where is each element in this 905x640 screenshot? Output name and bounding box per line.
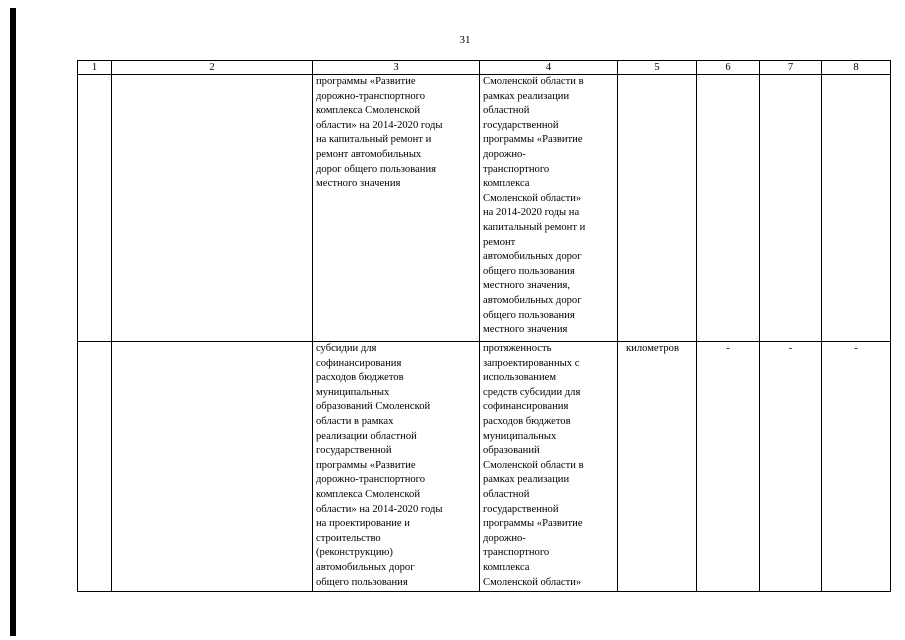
cell-col-1 (78, 342, 112, 592)
header-col-2: 2 (112, 61, 313, 75)
header-col-3: 3 (313, 61, 480, 75)
cell-col-6 (697, 75, 760, 342)
header-col-4: 4 (480, 61, 618, 75)
table-row (78, 342, 891, 592)
cell-unit: километров (618, 342, 697, 592)
cell-indicator-description: Смоленской области в рамках реализации областной государственной программы «Развитие дорожно- транспортного комплекса Смоленской области» на 2014-2020 годы на капитальный ремонт и ремонт автомобильных дорог общего пользования местного значения, автомобильных дорог общего пользования местного значения (480, 75, 618, 342)
cell-col-1 (78, 75, 112, 342)
table-row (78, 75, 891, 342)
header-col-7: 7 (760, 61, 822, 75)
page-number: 31 (459, 34, 471, 46)
header-col-1: 1 (78, 61, 112, 75)
cell-expense-description: субсидии для софинансирования расходов бюджетов муниципальных образований Смоленской области в рамках реализации областной государственной программы «Развитие дорожно-транспортного комплекса Смоленской области» на 2014-2020 годы на проектирование и строительство (реконструкцию) автомобильных дорог общего пользования (313, 342, 480, 592)
header-col-5: 5 (618, 61, 697, 75)
cell-col-2 (112, 75, 313, 342)
data-table (77, 60, 891, 592)
scan-edge-bar (10, 8, 16, 636)
cell-col-7: - (760, 342, 822, 592)
cell-col-6: - (697, 342, 760, 592)
header-col-8: 8 (822, 61, 891, 75)
cell-indicator-description: протяженность запроектированных с использованием средств субсидии для софинансирования расходов бюджетов муниципальных образований Смоленской области в рамках реализации областной государственной программы «Развитие дорожно- транспортного комплекса Смоленской области» (480, 342, 618, 592)
header-col-6: 6 (697, 61, 760, 75)
cell-col-8: - (822, 342, 891, 592)
cell-col-8 (822, 75, 891, 342)
cell-col-2 (112, 342, 313, 592)
cell-unit (618, 75, 697, 342)
cell-col-7 (760, 75, 822, 342)
cell-expense-description: программы «Развитие дорожно-транспортного комплекса Смоленской области» на 2014-2020 годы на капитальный ремонт и ремонт автомобильных дорог общего пользования местного значения (313, 75, 480, 342)
header-row (78, 61, 891, 75)
